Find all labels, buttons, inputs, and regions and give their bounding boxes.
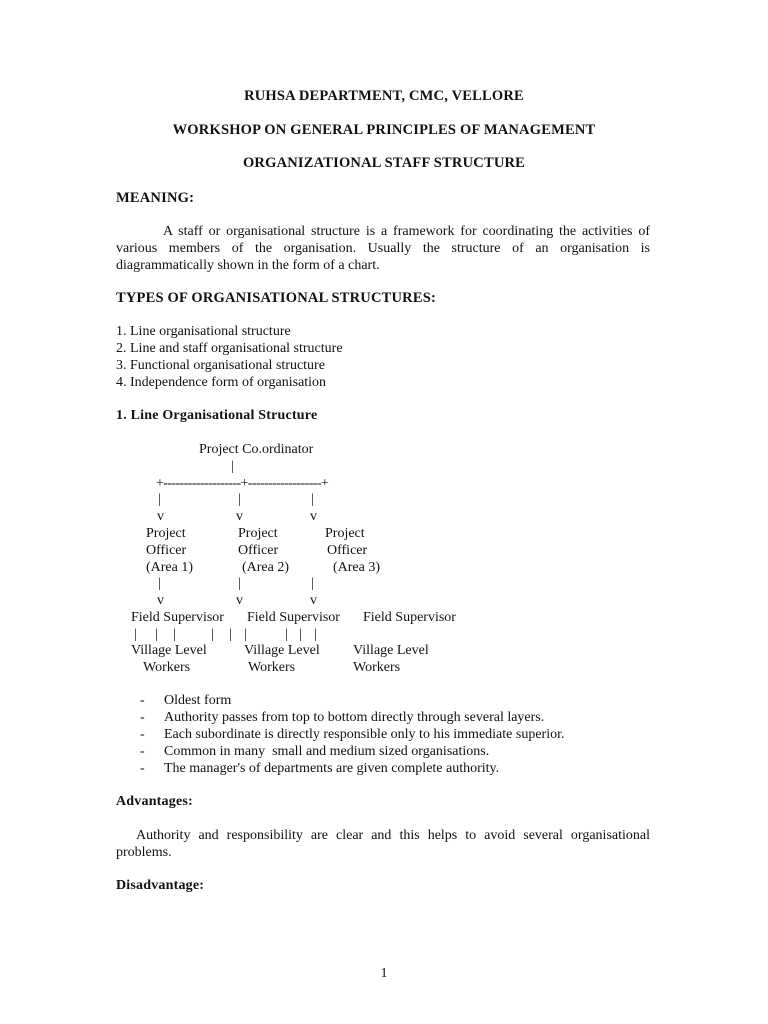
meaning-heading: MEANING: <box>116 190 195 206</box>
supervisor-2: Field Supervisor <box>247 610 340 625</box>
diagram-pipe: | <box>158 492 161 507</box>
advantages-text: Authority and responsibility are clear and this helps to avoid several organisational problems. <box>116 828 650 860</box>
dash-marker: - <box>140 710 145 725</box>
meaning-paragraph <box>116 223 650 274</box>
diagram-arrow: v <box>310 509 317 524</box>
officer-3-title1: Project <box>325 526 365 541</box>
workers-2-line1: Village Level <box>244 643 320 658</box>
diagram-pipe: | <box>211 627 214 642</box>
diagram-pipe: | <box>244 627 247 642</box>
supervisor-3: Field Supervisor <box>363 610 456 625</box>
disadvantage-heading: Disadvantage: <box>116 878 205 893</box>
diagram-connector: +-------------------+------------------+ <box>156 476 329 491</box>
dash-marker: - <box>140 761 145 776</box>
dash-marker: - <box>140 744 145 759</box>
workers-3-line1: Village Level <box>353 643 429 658</box>
diagram-pipe: | <box>134 627 137 642</box>
diagram-arrow: v <box>157 593 164 608</box>
officer-1-area: (Area 1) <box>146 560 194 575</box>
institution-title: RUHSA DEPARTMENT, CMC, VELLORE <box>244 88 524 104</box>
advantages-heading: Advantages: <box>116 794 193 809</box>
diagram-top-node: Project Co.ordinator <box>199 442 314 457</box>
types-heading: TYPES OF ORGANISATIONAL STRUCTURES: <box>116 290 437 306</box>
document-title: ORGANIZATIONAL STAFF STRUCTURE <box>242 155 526 171</box>
diagram-pipe: | <box>314 627 317 642</box>
dash-marker: - <box>140 693 145 708</box>
diagram-pipe: | <box>238 492 241 507</box>
diagram-pipe: | <box>158 576 161 591</box>
list-item: 2. Line and staff organisational structure <box>116 341 343 356</box>
officer-3-area: (Area 3) <box>333 560 381 575</box>
supervisor-1: Field Supervisor <box>131 610 224 625</box>
officer-3-title2: Officer <box>327 543 368 558</box>
officer-1-title2: Officer <box>146 543 187 558</box>
diagram-pipe: | <box>155 627 158 642</box>
dash-marker: - <box>140 727 145 742</box>
workshop-title: WORKSHOP ON GENERAL PRINCIPLES OF MANAGEMENT <box>172 122 596 138</box>
diagram-pipe: | <box>311 576 314 591</box>
page-number: 1 <box>380 966 388 981</box>
bullet-text: Authority passes from top to bottom directly through several layers. <box>164 710 545 725</box>
types-list <box>116 323 343 391</box>
list-item: 3. Functional organisational structure <box>116 358 325 373</box>
diagram-top-bar: | <box>231 459 234 474</box>
bullet-text: Each subordinate is directly responsible only to his immediate superior. <box>164 727 565 742</box>
diagram-arrow: v <box>236 509 243 524</box>
officer-2-title2: Officer <box>238 543 279 558</box>
officer-2-title1: Project <box>238 526 278 541</box>
diagram-pipe: | <box>311 492 314 507</box>
bullet-text: Oldest form <box>164 693 232 708</box>
diagram-pipe: | <box>229 627 232 642</box>
workers-3-line2: Workers <box>353 660 401 675</box>
advantages-paragraph <box>116 827 650 861</box>
diagram-pipe: | <box>285 627 288 642</box>
diagram-pipe: | <box>173 627 176 642</box>
bullet-text: The manager's of departments are given complete authority. <box>164 761 500 776</box>
list-item: 1. Line organisational structure <box>116 324 291 339</box>
diagram-arrow: v <box>236 593 243 608</box>
diagram-pipe: | <box>238 576 241 591</box>
diagram-pipe: | <box>299 627 302 642</box>
workers-1-line1: Village Level <box>131 643 207 658</box>
diagram-arrow: v <box>157 509 164 524</box>
diagram-arrow: v <box>310 593 317 608</box>
meaning-text: A staff or organisational structure is a framework for coordinating the activities of various members of the organisation. Usually the structure of an organisation is diagrammatically shown in the form of a chart. <box>116 224 650 273</box>
list-item: 4. Independence form of organisation <box>116 375 327 390</box>
officer-1-title1: Project <box>146 526 186 541</box>
workers-2-line2: Workers <box>248 660 296 675</box>
officer-2-area: (Area 2) <box>242 560 290 575</box>
bullet-text: Common in many small and medium sized organisations. <box>164 744 490 759</box>
workers-1-line2: Workers <box>143 660 191 675</box>
line-structure-heading: 1. Line Organisational Structure <box>116 408 318 423</box>
